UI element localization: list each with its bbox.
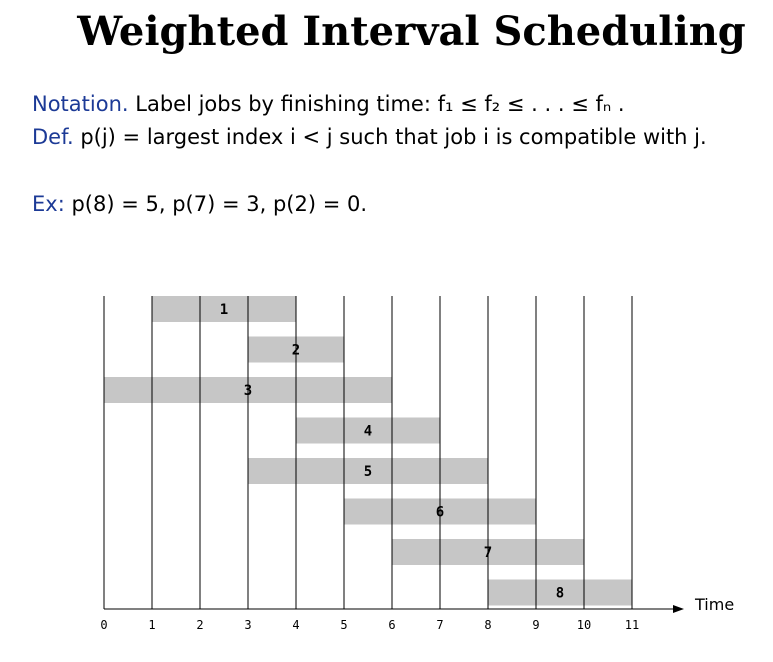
tick-label-9: 9 [532,618,540,632]
job-label-3: 3 [243,383,253,399]
notation-formula: f₁ ≤ f₂ ≤ . . . ≤ fₙ . [437,92,625,116]
notation-text: Label jobs by finishing time: [135,92,431,116]
tick-label-3: 3 [244,618,252,632]
tick-label-8: 8 [484,618,492,632]
tick-label-10: 10 [576,618,592,632]
job-label-4: 4 [363,423,373,440]
tick-label-1: 1 [148,618,156,632]
job-label-5: 5 [363,464,373,480]
tick-label-5: 5 [340,618,348,632]
tick-label-4: 4 [292,618,300,632]
axis-label: Time [695,595,735,614]
job-label-6: 6 [435,504,445,521]
example-keyword: Ex: [32,192,65,216]
definition-keyword: Def. [32,125,74,149]
page-title: Weighted Interval Scheduling [77,8,746,55]
tick-label-6: 6 [388,618,396,632]
example-text: p(8) = 5, p(7) = 3, p(2) = 0. [71,192,367,216]
job-label-2: 2 [291,342,301,359]
tick-label-7: 7 [436,618,444,632]
notation-keyword: Notation. [32,92,129,116]
job-label-8: 8 [555,585,565,602]
tick-label-2: 2 [196,618,204,632]
axis-arrow-icon [673,605,684,613]
tick-label-11: 11 [624,618,640,632]
job-label-1: 1 [219,302,229,318]
tick-label-0: 0 [100,618,108,632]
job-label-7: 7 [483,545,493,561]
definition-text: p(j) = largest index i < j such that job i is compatible with j. [80,125,707,149]
